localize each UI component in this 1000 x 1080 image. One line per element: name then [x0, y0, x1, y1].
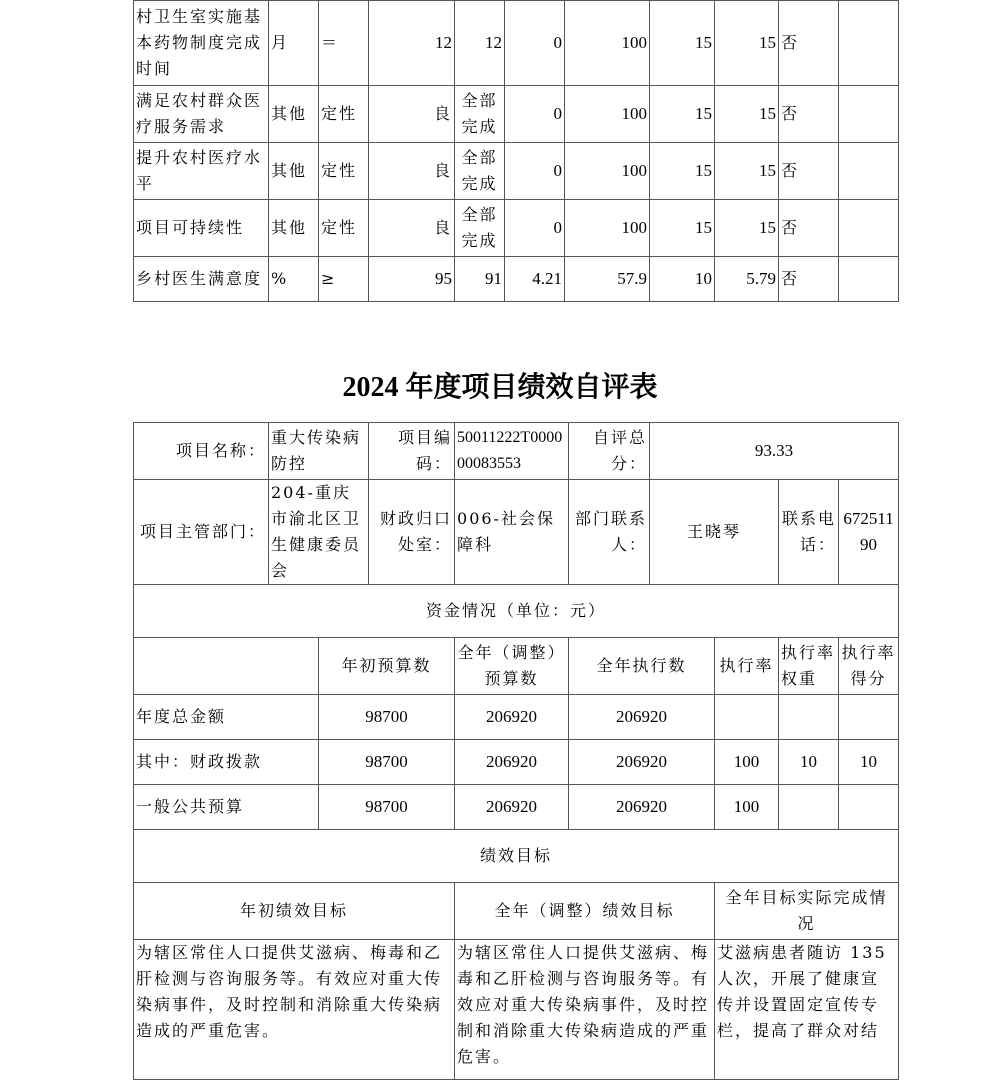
indicator-flag: 否 — [779, 86, 839, 143]
indicator-actual: 91 — [455, 257, 505, 302]
indicator-deviation: 0 — [505, 200, 565, 257]
indicator-unit: 其他 — [269, 86, 319, 143]
indicator-score: 15 — [715, 200, 779, 257]
indicator-row — [134, 86, 899, 143]
indicator-weight: 15 — [650, 86, 715, 143]
finance-office-label: 财政归口处室： — [369, 480, 455, 585]
funds-row-executed: 206920 — [569, 785, 715, 830]
funds-row — [134, 740, 899, 785]
goals-header-initial: 年初绩效目标 — [134, 883, 455, 940]
funds-row-label: 年度总金额 — [134, 695, 319, 740]
funds-header-adjusted: 全年（调整）预算数 — [455, 638, 569, 695]
funds-row-score — [839, 785, 899, 830]
funds-header-blank — [134, 638, 319, 695]
indicator-weight: 15 — [650, 143, 715, 200]
indicator-remark — [839, 1, 899, 86]
indicator-weight: 15 — [650, 200, 715, 257]
indicator-name: 乡村医生满意度 — [134, 257, 269, 302]
indicator-row — [134, 257, 899, 302]
goals-content-row — [134, 940, 899, 1080]
funds-row-adjusted: 206920 — [455, 695, 569, 740]
indicator-name: 村卫生室实施基本药物制度完成时间 — [134, 1, 269, 86]
indicator-remark — [839, 86, 899, 143]
indicator-flag: 否 — [779, 143, 839, 200]
indicator-actual: 12 — [455, 1, 505, 86]
page-title: 2024 年度项目绩效自评表 — [342, 372, 658, 403]
indicator-target: 12 — [369, 1, 455, 86]
indicator-row — [134, 143, 899, 200]
indicator-rate: 100 — [565, 200, 650, 257]
funds-row-adjusted: 206920 — [455, 785, 569, 830]
funds-row-score — [839, 695, 899, 740]
score-value: 93.33 — [650, 423, 899, 480]
indicator-target: 良 — [369, 86, 455, 143]
indicator-score: 15 — [715, 86, 779, 143]
indicator-actual: 全部完成 — [455, 143, 505, 200]
indicator-deviation: 0 — [505, 1, 565, 86]
indicator-name: 提升农村医疗水平 — [134, 143, 269, 200]
phone-label: 联系电话： — [779, 480, 839, 585]
indicator-operator: ＝ — [319, 1, 369, 86]
funds-row-score: 10 — [839, 740, 899, 785]
indicator-score: 5.79 — [715, 257, 779, 302]
funds-row-rate: 100 — [715, 785, 779, 830]
indicator-weight: 10 — [650, 257, 715, 302]
indicator-operator: ≥ — [319, 257, 369, 302]
indicator-rate: 57.9 — [565, 257, 650, 302]
funds-row-rate: 100 — [715, 740, 779, 785]
indicator-remark — [839, 257, 899, 302]
goals-actual-text: 艾滋病患者随访 135 人次，开展了健康宣传并设置固定宣传专栏，提高了群众对结 — [715, 940, 899, 1080]
indicator-rate: 100 — [565, 86, 650, 143]
funds-row-adjusted: 206920 — [455, 740, 569, 785]
goals-initial-text: 为辖区常住人口提供艾滋病、梅毒和乙肝检测与咨询服务等。有效应对重大传染病事件，及时控制和消除重大传染病造成的严重危害。 — [134, 940, 455, 1080]
indicator-target: 良 — [369, 143, 455, 200]
funds-header-initial: 年初预算数 — [319, 638, 455, 695]
indicator-row — [134, 1, 899, 86]
indicator-operator: 定性 — [319, 200, 369, 257]
indicator-unit: % — [269, 257, 319, 302]
funds-row-initial: 98700 — [319, 695, 455, 740]
indicator-flag: 否 — [779, 257, 839, 302]
department-value: 204-重庆市渝北区卫生健康委员会 — [269, 480, 369, 585]
indicator-flag: 否 — [779, 200, 839, 257]
self-evaluation-table — [133, 422, 899, 1080]
department-label: 项目主管部门： — [134, 480, 269, 585]
funds-row-weight: 10 — [779, 740, 839, 785]
indicator-operator: 定性 — [319, 86, 369, 143]
funds-row-weight — [779, 695, 839, 740]
funds-row-executed: 206920 — [569, 695, 715, 740]
funds-row — [134, 695, 899, 740]
indicator-unit: 其他 — [269, 143, 319, 200]
indicator-actual: 全部完成 — [455, 200, 505, 257]
indicator-remark — [839, 200, 899, 257]
funds-header-row — [134, 638, 899, 695]
goals-header-row — [134, 883, 899, 940]
indicator-deviation: 0 — [505, 86, 565, 143]
funds-row-weight — [779, 785, 839, 830]
project-code-label: 项目编码： — [369, 423, 455, 480]
indicator-unit: 月 — [269, 1, 319, 86]
indicator-target: 良 — [369, 200, 455, 257]
funds-header-executed: 全年执行数 — [569, 638, 715, 695]
indicator-name: 项目可持续性 — [134, 200, 269, 257]
funds-row-initial: 98700 — [319, 785, 455, 830]
contact-label: 部门联系人： — [569, 480, 650, 585]
goals-section-row — [134, 830, 899, 883]
funds-header-score: 执行率得分 — [839, 638, 899, 695]
funds-row-label: 其中：财政拨款 — [134, 740, 319, 785]
phone-value: 67251190 — [839, 480, 899, 585]
project-name-value: 重大传染病防控 — [269, 423, 369, 480]
indicator-weight: 15 — [650, 1, 715, 86]
project-name-label: 项目名称： — [134, 423, 269, 480]
indicator-deviation: 0 — [505, 143, 565, 200]
indicator-table — [133, 0, 899, 302]
contact-value: 王晓琴 — [650, 480, 779, 585]
funds-section-title: 资金情况（单位：元） — [134, 585, 899, 638]
funds-row — [134, 785, 899, 830]
department-row — [134, 480, 899, 585]
project-code-value: 50011222T000000083553 — [455, 423, 569, 480]
indicator-flag: 否 — [779, 1, 839, 86]
funds-section-row — [134, 585, 899, 638]
indicator-deviation: 4.21 — [505, 257, 565, 302]
goals-header-adjusted: 全年（调整）绩效目标 — [455, 883, 715, 940]
funds-row-executed: 206920 — [569, 740, 715, 785]
funds-row-label: 一般公共预算 — [134, 785, 319, 830]
funds-row-initial: 98700 — [319, 740, 455, 785]
funds-header-rate: 执行率 — [715, 638, 779, 695]
goals-adjusted-text: 为辖区常住人口提供艾滋病、梅毒和乙肝检测与咨询服务等。有效应对重大传染病事件，及时控制和消除重大传染病造成的严重危害。 — [455, 940, 715, 1080]
indicator-actual: 全部完成 — [455, 86, 505, 143]
indicator-operator: 定性 — [319, 143, 369, 200]
indicator-unit: 其他 — [269, 200, 319, 257]
indicator-score: 15 — [715, 1, 779, 86]
funds-row-rate — [715, 695, 779, 740]
finance-office-value: 006-社会保障科 — [455, 480, 569, 585]
project-name-row — [134, 423, 899, 480]
indicator-name: 满足农村群众医疗服务需求 — [134, 86, 269, 143]
indicator-rate: 100 — [565, 1, 650, 86]
indicator-score: 15 — [715, 143, 779, 200]
indicator-row — [134, 200, 899, 257]
funds-header-weight: 执行率权重 — [779, 638, 839, 695]
score-label: 自评总分： — [569, 423, 650, 480]
goals-header-actual: 全年目标实际完成情况 — [715, 883, 899, 940]
indicator-target: 95 — [369, 257, 455, 302]
indicator-remark — [839, 143, 899, 200]
goals-section-title: 绩效目标 — [134, 830, 899, 883]
indicator-rate: 100 — [565, 143, 650, 200]
